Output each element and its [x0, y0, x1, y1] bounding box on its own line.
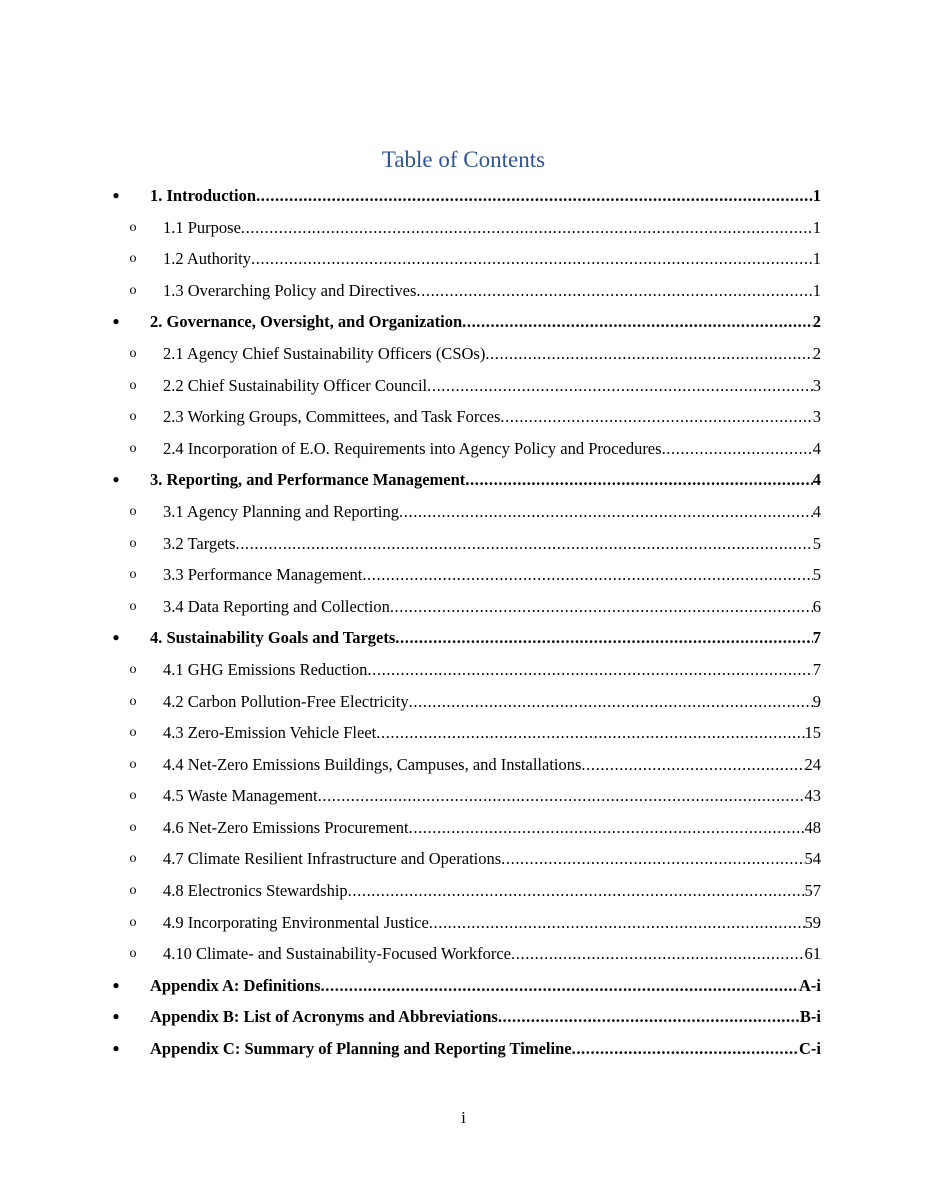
hollow-bullet-icon: o — [129, 788, 137, 804]
dot-leader — [572, 1033, 799, 1065]
toc-subsection-entry[interactable] — [0, 717, 927, 749]
toc-entry-line — [163, 370, 821, 402]
toc-entry-page: 2 — [812, 312, 821, 332]
toc-entry-label: 3. Reporting, and Performance Management — [150, 470, 466, 490]
toc-subsection-entry[interactable] — [0, 654, 927, 686]
hollow-bullet-icon: o — [129, 251, 137, 267]
toc-entry-label: Appendix A: Definitions — [150, 975, 321, 995]
dot-leader — [427, 370, 813, 402]
toc-entry-line — [163, 654, 821, 686]
toc-entry-page: 1 — [812, 217, 821, 237]
hollow-bullet-icon: o — [129, 440, 137, 456]
dot-leader — [511, 938, 804, 970]
toc-entry-page: 24 — [804, 754, 821, 774]
toc-subsection-entry[interactable] — [0, 338, 927, 370]
toc-entry-line — [163, 875, 821, 907]
toc-entry-line — [150, 1001, 821, 1033]
dot-leader — [318, 780, 805, 812]
toc-entry-line — [163, 780, 821, 812]
toc-entry-page: 4 — [812, 470, 821, 490]
hollow-bullet-icon: o — [129, 756, 137, 772]
toc-entry-line — [163, 496, 821, 528]
toc-entry-label: 4.5 Waste Management — [163, 786, 318, 806]
toc-entry-line — [163, 212, 821, 244]
toc-entry-page: 6 — [812, 596, 821, 616]
page-number: i — [461, 1108, 466, 1127]
toc-entry-line — [150, 622, 821, 654]
toc-subsection-entry[interactable] — [0, 591, 927, 623]
toc-entry-label: 1.2 Authority — [163, 249, 252, 269]
toc-entry-line — [163, 338, 821, 370]
dot-leader — [376, 717, 804, 749]
dot-leader — [416, 275, 812, 307]
toc-entry-line — [163, 559, 821, 591]
toc-entry-page: 2 — [812, 343, 821, 363]
toc-subsection-entry[interactable] — [0, 559, 927, 591]
dot-leader — [409, 812, 805, 844]
toc-entry-page: 15 — [804, 723, 821, 743]
hollow-bullet-icon: o — [129, 535, 137, 551]
hollow-bullet-icon: o — [129, 409, 137, 425]
toc-subsection-entry[interactable] — [0, 907, 927, 939]
toc-entry-page: 54 — [804, 849, 821, 869]
toc-entry-page: 5 — [812, 533, 821, 553]
toc-subsection-entry[interactable] — [0, 938, 927, 970]
toc-entry-label: 1. Introduction — [150, 186, 257, 205]
toc-entry-label: 2.4 Incorporation of E.O. Requirements into Agency Policy and Procedures — [163, 438, 662, 458]
hollow-bullet-icon: o — [129, 345, 137, 361]
hollow-bullet-icon: o — [129, 883, 137, 899]
toc-entry-page: 4 — [812, 438, 821, 458]
dot-leader — [429, 907, 805, 939]
filled-bullet-icon: ● — [112, 188, 120, 202]
toc-entry-line — [163, 243, 821, 275]
toc-entry-label: 2.1 Agency Chief Sustainability Officers (CSOs) — [163, 343, 486, 363]
toc-entry-line — [163, 749, 821, 781]
hollow-bullet-icon: o — [129, 851, 137, 867]
toc-entry-page: 48 — [804, 817, 821, 837]
hollow-bullet-icon: o — [129, 377, 137, 393]
hollow-bullet-icon: o — [129, 946, 137, 962]
hollow-bullet-icon: o — [129, 567, 137, 583]
toc-title: Table of Contents — [381, 147, 546, 172]
toc-subsection-entry[interactable] — [0, 401, 927, 433]
toc-entry-label: 1.1 Purpose — [163, 217, 241, 237]
hollow-bullet-icon: o — [129, 282, 137, 298]
toc-subsection-entry[interactable] — [0, 496, 927, 528]
toc-subsection-entry[interactable] — [0, 528, 927, 560]
toc-entry-page: A-i — [799, 975, 821, 995]
toc-entry-line — [150, 970, 821, 1002]
toc-entry-page: 3 — [812, 375, 821, 395]
toc-entry-label: 4.6 Net-Zero Emissions Procurement — [163, 817, 409, 837]
toc-subsection-entry[interactable] — [0, 749, 927, 781]
dot-leader — [367, 654, 812, 686]
toc-entry-page: 5 — [812, 565, 821, 585]
dot-leader — [399, 496, 813, 528]
toc-subsection-entry[interactable] — [0, 812, 927, 844]
toc-entry-page: 43 — [804, 786, 821, 806]
toc-entry-label: 3.3 Performance Management — [163, 565, 363, 585]
toc-entry-line — [163, 717, 821, 749]
toc-entry-label: 2.2 Chief Sustainability Officer Council — [163, 375, 428, 395]
toc-entry-label: 4.4 Net-Zero Emissions Buildings, Campuses, and Installations — [163, 754, 582, 774]
toc-subsection-entry[interactable] — [0, 433, 927, 465]
hollow-bullet-icon: o — [129, 819, 137, 835]
dot-leader — [241, 212, 813, 244]
toc-subsection-entry[interactable] — [0, 370, 927, 402]
dot-leader — [390, 591, 813, 623]
toc-entry-line — [163, 433, 821, 465]
filled-bullet-icon: ● — [112, 977, 120, 992]
toc-subsection-entry[interactable] — [0, 875, 927, 907]
toc-entry-page: 1 — [812, 186, 821, 205]
toc-entry-page: B-i — [799, 1007, 821, 1027]
toc-entry-label: 4.8 Electronics Stewardship — [163, 881, 348, 901]
hollow-bullet-icon: o — [129, 914, 137, 930]
toc-subsection-entry[interactable] — [0, 243, 927, 275]
hollow-bullet-icon: o — [129, 693, 137, 709]
hollow-bullet-icon: o — [129, 661, 137, 677]
toc-entry-page: 9 — [812, 691, 821, 711]
toc-entry-line — [163, 686, 821, 718]
toc-entry-label: 4.1 GHG Emissions Reduction — [163, 659, 368, 679]
toc-entry-line — [163, 401, 821, 433]
toc-entry-label: 2. Governance, Oversight, and Organization — [150, 312, 463, 332]
toc-section-entry[interactable] — [0, 180, 927, 212]
dot-leader — [251, 243, 813, 275]
toc-entry-line — [150, 1033, 821, 1065]
hollow-bullet-icon: o — [129, 503, 137, 519]
toc-section-entry[interactable] — [0, 306, 927, 338]
dot-leader — [581, 749, 804, 781]
toc-section-entry[interactable] — [0, 1001, 927, 1033]
dot-leader — [485, 338, 812, 370]
toc-entry-line — [150, 180, 821, 212]
toc-entry-line — [163, 275, 821, 307]
toc-entry-page: 7 — [812, 659, 821, 679]
toc-entry-page: 57 — [804, 881, 821, 901]
toc-entry-page: 59 — [804, 912, 821, 932]
dot-leader — [409, 686, 813, 718]
dot-leader — [321, 970, 799, 1002]
toc-entry-label: 3.4 Data Reporting and Collection — [163, 596, 390, 616]
toc-entry-label: 4.3 Zero-Emission Vehicle Fleet — [163, 723, 377, 743]
toc-entry-label: 1.3 Overarching Policy and Directives — [163, 280, 417, 300]
toc-entry-label: 4.10 Climate- and Sustainability-Focused Workforce — [163, 944, 512, 964]
filled-bullet-icon: ● — [112, 1041, 120, 1056]
toc-entry-page: 61 — [804, 944, 821, 964]
toc-section-entry[interactable] — [0, 464, 927, 496]
toc-entry-line — [163, 591, 821, 623]
toc-section-entry[interactable] — [0, 622, 927, 654]
toc-entry-line — [163, 528, 821, 560]
hollow-bullet-icon: o — [129, 725, 137, 741]
filled-bullet-icon: ● — [112, 630, 120, 645]
dot-leader — [498, 1001, 800, 1033]
dot-leader — [500, 401, 812, 433]
toc-entry-label: 3.2 Targets — [163, 533, 236, 553]
toc-entry-page: 1 — [812, 280, 821, 300]
toc-entry-label: 4. Sustainability Goals and Targets — [150, 628, 396, 648]
toc-subsection-entry[interactable] — [0, 212, 927, 244]
toc-entry-line — [163, 812, 821, 844]
dot-leader — [395, 622, 812, 654]
dot-leader — [465, 464, 812, 496]
toc-entry-line — [150, 464, 821, 496]
dot-leader — [235, 528, 812, 560]
toc-list — [0, 180, 927, 1065]
toc-subsection-entry[interactable] — [0, 686, 927, 718]
filled-bullet-icon: ● — [112, 314, 120, 329]
filled-bullet-icon: ● — [112, 1009, 120, 1024]
dot-leader — [256, 180, 813, 212]
toc-entry-label: 3.1 Agency Planning and Reporting — [163, 501, 400, 521]
toc-entry-line — [163, 907, 821, 939]
toc-entry-label: 2.3 Working Groups, Committees, and Task Forces — [163, 407, 501, 427]
toc-section-entry[interactable] — [0, 1033, 927, 1065]
dot-leader — [348, 875, 805, 907]
toc-entry-line — [163, 843, 821, 875]
hollow-bullet-icon: o — [129, 219, 137, 235]
toc-subsection-entry[interactable] — [0, 275, 927, 307]
toc-entry-label: 4.2 Carbon Pollution-Free Electricity — [163, 691, 409, 711]
toc-entry-page: C-i — [799, 1039, 821, 1059]
toc-entry-label: Appendix B: List of Acronyms and Abbreviations — [150, 1007, 498, 1027]
toc-subsection-entry[interactable] — [0, 780, 927, 812]
dot-leader — [501, 843, 804, 875]
dot-leader — [362, 559, 812, 591]
toc-entry-line — [163, 938, 821, 970]
toc-section-entry[interactable] — [0, 970, 927, 1002]
toc-entry-label: Appendix C: Summary of Planning and Reporting Timeline — [150, 1039, 572, 1059]
dot-leader — [462, 306, 813, 338]
toc-entry-label: 4.7 Climate Resilient Infrastructure and Operations — [163, 849, 502, 869]
dot-leader — [662, 433, 813, 465]
toc-entry-page: 3 — [812, 407, 821, 427]
toc-entry-line — [150, 306, 821, 338]
toc-entry-page: 7 — [812, 628, 821, 648]
toc-entry-label: 4.9 Incorporating Environmental Justice — [163, 912, 429, 932]
toc-subsection-entry[interactable] — [0, 843, 927, 875]
toc-entry-page: 4 — [812, 501, 821, 521]
toc-entry-page: 1 — [812, 249, 821, 269]
hollow-bullet-icon: o — [129, 598, 137, 614]
filled-bullet-icon: ● — [112, 472, 120, 487]
